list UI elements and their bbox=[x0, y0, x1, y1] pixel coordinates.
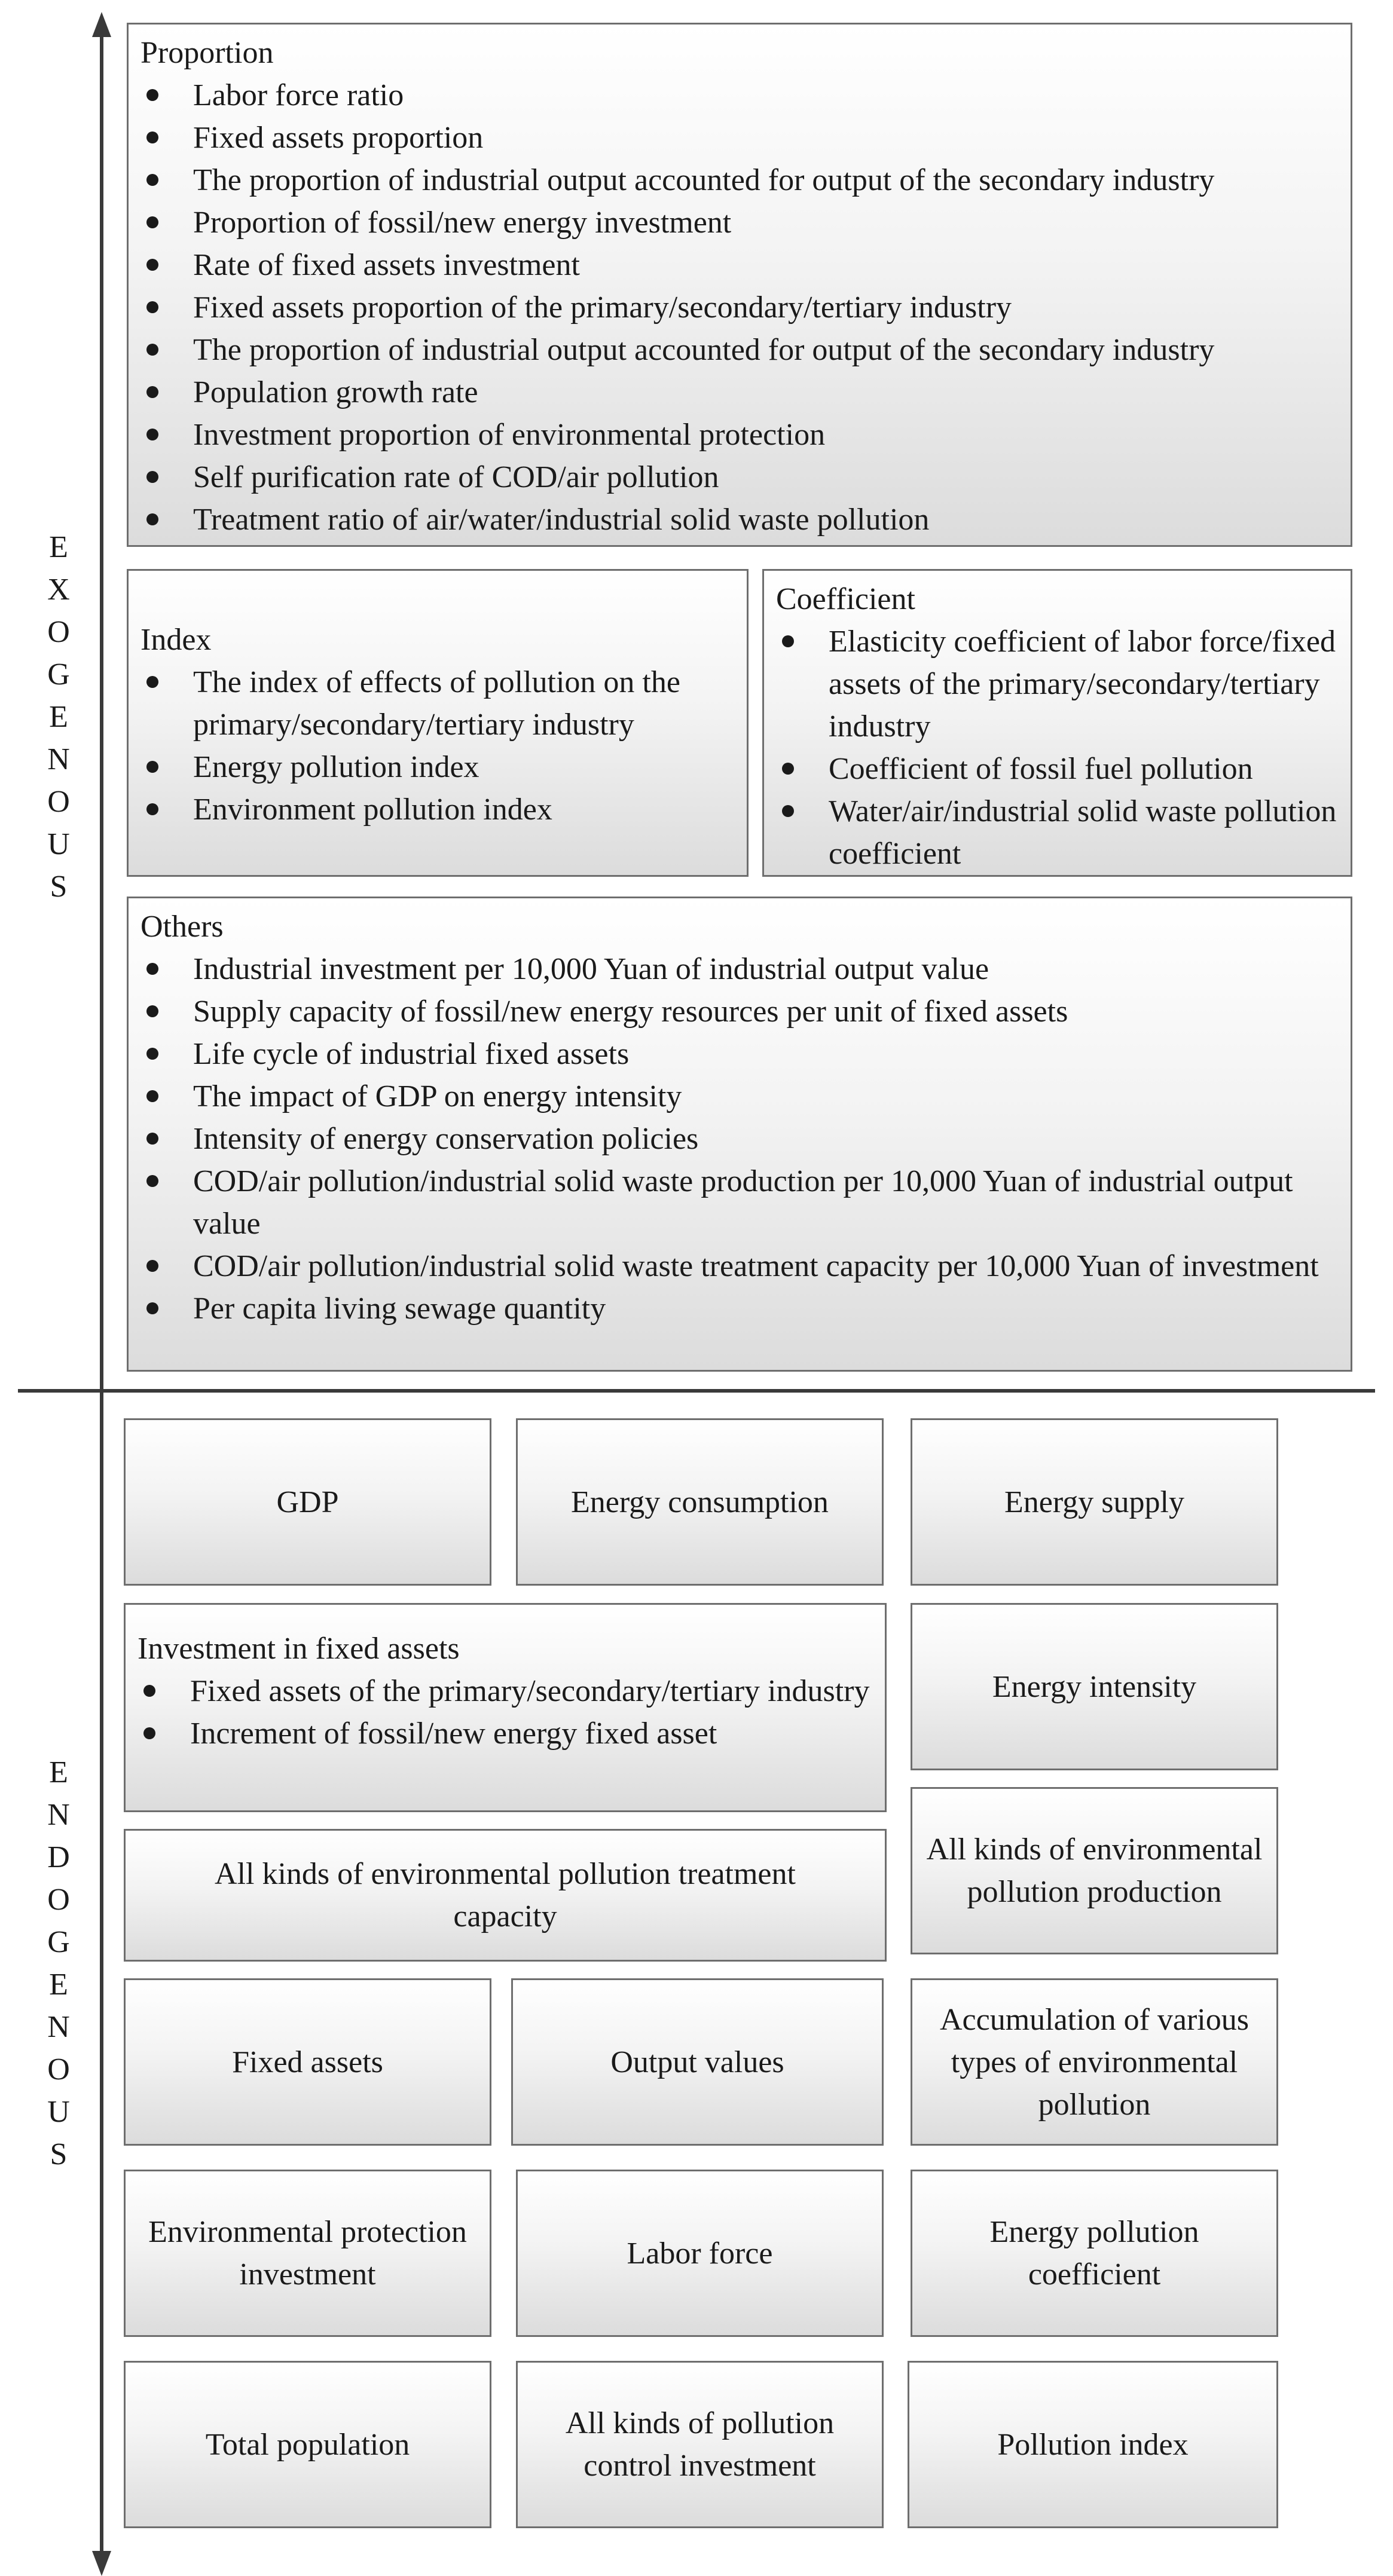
index-box bbox=[127, 569, 749, 877]
list-item: Fixed assets of the primary/secondary/tertiary industry bbox=[138, 1670, 873, 1712]
output-values-box bbox=[511, 1978, 884, 2146]
output-values-label: Output values bbox=[610, 2045, 784, 2079]
list-item: Life cycle of industrial fixed assets bbox=[140, 1033, 1339, 1075]
list-item: Rate of fixed assets investment bbox=[140, 244, 1339, 286]
horizontal-divider bbox=[18, 1388, 1393, 1394]
energy-intensity-label: Energy intensity bbox=[992, 1669, 1197, 1704]
energy-consumption-box bbox=[516, 1418, 884, 1586]
list-item: The impact of GDP on energy intensity bbox=[140, 1075, 1339, 1118]
pollution-index-label: Pollution index bbox=[997, 2427, 1189, 2462]
gdp-label: GDP bbox=[276, 1485, 339, 1519]
list-item: Fixed assets proportion bbox=[140, 117, 1339, 159]
labor-force-box bbox=[516, 2170, 884, 2337]
list-item: Treatment ratio of air/water/industrial solid waste pollution bbox=[140, 498, 1339, 541]
accumulation-label: Accumulation of various types of environmental pollution bbox=[940, 2002, 1249, 2122]
pollution-control-investment-label: All kinds of pollution control investment bbox=[565, 2406, 835, 2483]
energy-consumption-label: Energy consumption bbox=[571, 1485, 829, 1519]
list-item: Self purification rate of COD/air pollution bbox=[140, 456, 1339, 498]
list-item: COD/air pollution/industrial solid waste production per 10,000 Yuan of industrial output value bbox=[140, 1160, 1339, 1245]
list-item: Environment pollution index bbox=[140, 788, 735, 831]
gdp-box bbox=[124, 1418, 491, 1586]
list-item: Proportion of fossil/new energy investment bbox=[140, 201, 1339, 244]
list-item: Fixed assets proportion of the primary/secondary/tertiary industry bbox=[140, 286, 1339, 329]
total-population-box bbox=[124, 2361, 491, 2528]
coefficient-box bbox=[762, 569, 1352, 877]
index-title: Index bbox=[140, 623, 212, 657]
list-item: The index of effects of pollution on the primary/secondary/tertiary industry bbox=[140, 661, 735, 746]
exogenous-label: E X O G E N O U S bbox=[47, 530, 70, 904]
list-item: Coefficient of fossil fuel pollution bbox=[776, 748, 1339, 790]
pollution-production-box bbox=[911, 1787, 1278, 1954]
investment-title: Investment in fixed assets bbox=[138, 1632, 460, 1666]
list-item: Supply capacity of fossil/new energy resources per unit of fixed assets bbox=[140, 990, 1339, 1033]
list-item: Labor force ratio bbox=[140, 74, 1339, 117]
endogenous-label: E N D O G E N O U S bbox=[47, 1755, 70, 2171]
energy-supply-label: Energy supply bbox=[1004, 1485, 1184, 1519]
list-item: Water/air/industrial solid waste pollution coefficient bbox=[776, 790, 1339, 875]
treatment-capacity-box bbox=[124, 1829, 887, 1962]
fixed-assets-label: Fixed assets bbox=[232, 2045, 383, 2079]
energy-pollution-coefficient-box bbox=[911, 2170, 1278, 2337]
list-item: Industrial investment per 10,000 Yuan of industrial output value bbox=[140, 948, 1339, 990]
vertical-axis-arrow bbox=[84, 12, 120, 2576]
pollution-index-box bbox=[908, 2361, 1278, 2528]
env-protection-investment-box bbox=[124, 2170, 491, 2337]
proportion-box bbox=[127, 23, 1352, 547]
treatment-capacity-label: All kinds of environmental pollution treatment capacity bbox=[215, 1857, 796, 1933]
list-item: Energy pollution index bbox=[140, 746, 735, 788]
investment-box bbox=[124, 1603, 887, 1812]
others-box bbox=[127, 897, 1352, 1372]
others-title: Others bbox=[140, 910, 224, 944]
env-protection-investment-label: Environmental protection investment bbox=[148, 2215, 467, 2292]
list-item: Increment of fossil/new energy fixed asset bbox=[138, 1712, 873, 1755]
list-item: The proportion of industrial output accounted for output of the secondary industry bbox=[140, 159, 1339, 201]
list-item: Per capita living sewage quantity bbox=[140, 1287, 1339, 1330]
total-population-label: Total population bbox=[205, 2427, 410, 2462]
labor-force-label: Labor force bbox=[627, 2236, 773, 2271]
list-item: Intensity of energy conservation policies bbox=[140, 1118, 1339, 1160]
pollution-control-investment-box bbox=[516, 2361, 884, 2528]
list-item: COD/air pollution/industrial solid waste treatment capacity per 10,000 Yuan of investment bbox=[140, 1245, 1339, 1287]
list-item: Elasticity coefficient of labor force/fixed assets of the primary/secondary/tertiary industry bbox=[776, 620, 1339, 748]
energy-pollution-coefficient-label: Energy pollution coefficient bbox=[989, 2215, 1199, 2292]
coefficient-title: Coefficient bbox=[776, 582, 915, 616]
list-item: Population growth rate bbox=[140, 371, 1339, 414]
proportion-title: Proportion bbox=[140, 36, 274, 70]
list-item: The proportion of industrial output accounted for output of the secondary industry bbox=[140, 329, 1339, 371]
accumulation-box bbox=[911, 1978, 1278, 2146]
energy-intensity-box bbox=[911, 1603, 1278, 1770]
fixed-assets-box bbox=[124, 1978, 491, 2146]
list-item: Investment proportion of environmental protection bbox=[140, 414, 1339, 456]
energy-supply-box bbox=[911, 1418, 1278, 1586]
pollution-production-label: All kinds of environmental pollution production bbox=[926, 1832, 1263, 1909]
